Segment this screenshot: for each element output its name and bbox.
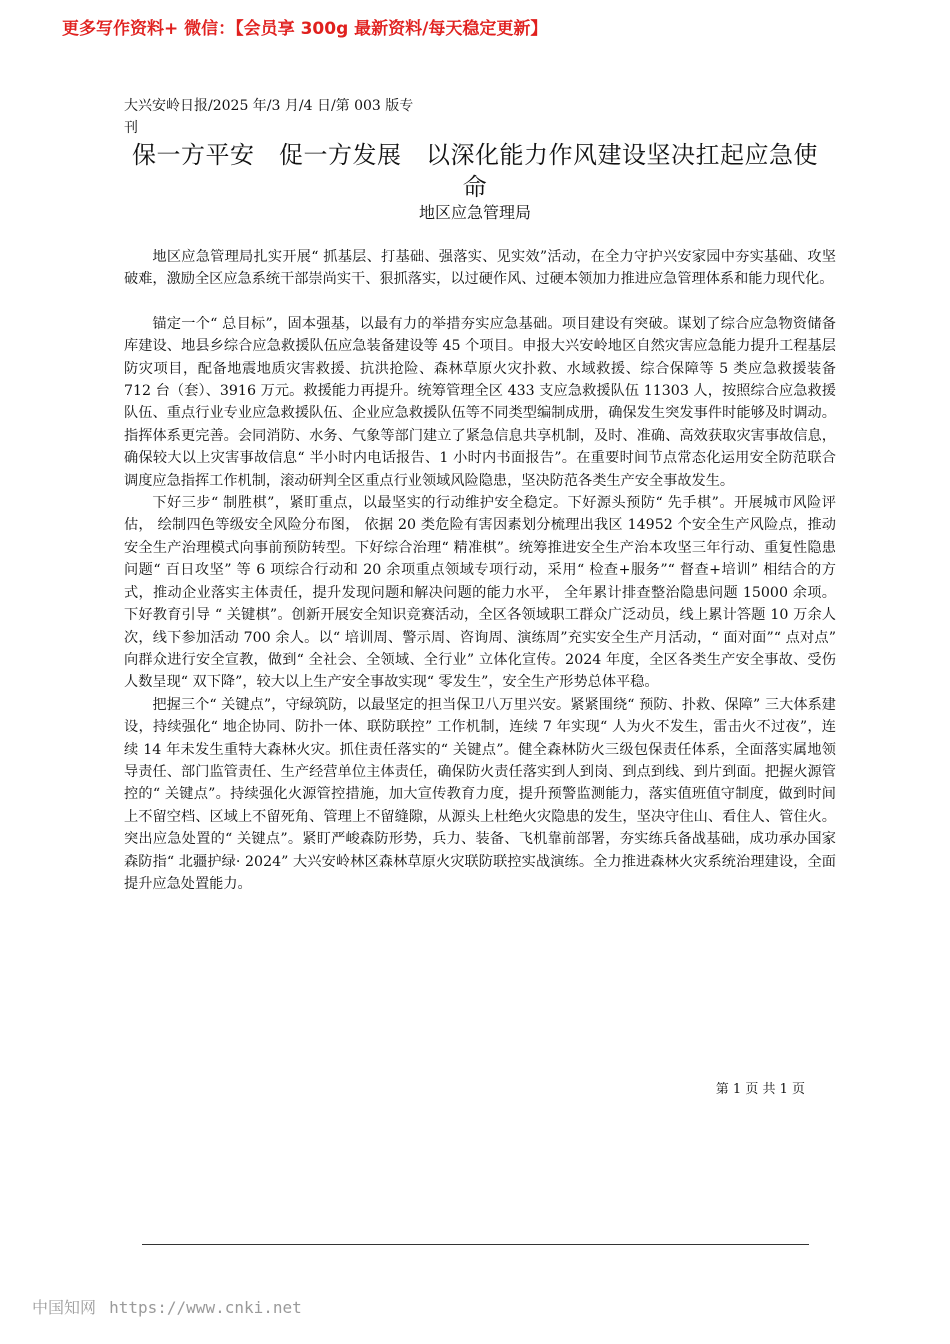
paragraph-intro: 地区应急管理局扎实开展“ 抓基层、打基础、强落实、见实效”活动，在全力守护兴安家园中夯实基础、攻坚破难，激励全区应急系统干部崇尚实干、狠抓落实，以过硬作风、过硬本领加力推进应急管理体系和能力现代化。 (124, 249, 836, 288)
source-line: 大兴安岭日报/2025 年/3 月/4 日/第 003 版专刊 (124, 98, 414, 136)
article-title: 保一方平安 促一方发展 以深化能力作风建设坚决扛起应急使命 (132, 141, 818, 201)
footer-site-name: 中国知网 (32, 1298, 97, 1317)
page-number: 第 1 页 共 1 页 (715, 1082, 805, 1097)
paragraph-goal: 锚定一个“ 总目标”，固本强基，以最有力的举措夯实应急基础。项目建设有突破。谋划了综合应急物资储备库建设、地县乡综合应急救援队伍应急装备建设等 45 个项目。申报大兴安岭地区自然灾害应急能力提升工程基层防灾项目，配备地震地质灾害救援、抗洪抢险、森林草原火灾扑救、水域救援、综合保障等 5 类应急救援装备 712 台（套）、3916 万元。救援能力再提升。统筹管理全区 433 支应急救援队伍 11303 人，按照综合应急救援队伍、重点行业专业应急救援队伍、企业应急救援队伍等不同类型编制成册，确保发生突发事件时能够及时调动。指挥体系更完善。会同消防、水务、气象等部门建立了紧急信息共享机制，及时、准确、高效获取灾害事故信息，确保较大以上灾害事故信息“ 半小时内电话报告、1 小时内书面报告”。在重要时间节点常态化运用安全防范联合调度应急指挥工作机制，滚动研判全区重点行业领域风险隐患，坚决防范各类生产安全事故发生。 (124, 315, 836, 489)
article-author: 地区应急管理局 (418, 203, 531, 222)
paragraph-keypoints: 把握三个“ 关键点”，守绿筑防，以最坚定的担当保卫八万里兴安。紧紧围绕“ 预防、扑救、保障” 三大体系建设，持续强化“ 地企协同、防扑一体、联防联控” 工作机制，连续 7 年实现“ 人为火不发生，雷击火不过夜”，连续 14 年未发生重特大森林火灾。抓住责任落实的“ 关键点”。健全森林防火三级包保责任体系，全面落实属地领导责任、部门监管责任、生产经营单位主体责任，确保防火责任落实到人到岗、到点到线、到片到面。把握火源管控的“ 关键点”。持续强化火源管控措施，加大宣传教育力度，提升预警监测能力，落实值班值守制度，做到时间上不留空档、区域上不留死角、管理上不留缝隙，从源头上杜绝火灾隐患的发生，坚决守住山、看住人、管住火。突出应急处置的“ 关键点”。紧盯严峻森防形势，兵力、装备、飞机靠前部署，夯实练兵备战基础，成功承办国家森防指“ 北疆护绿· 2024” 大兴安岭林区森林草原火灾联防联控实战演练。全力推进森林火灾系统治理建设，全面提升应急处置能力。 (124, 696, 836, 892)
footer-url[interactable]: https://www.cnki.net (109, 1298, 302, 1317)
paragraph-steps: 下好三步“ 制胜棋”，紧盯重点，以最坚实的行动维护安全稳定。下好源头预防“ 先手棋”。开展城市风险评估， 绘制四色等级安全风险分布图， 依据 20 类危险有害因素划分梳理出我区 14952 个安全生产风险点，推动安全生产治理模式向事前预防转型。下好综合治理“ 精准棋”。统筹推进安全生产治本攻坚三年行动、重复性隐患问题“ 百日攻坚” 等 6 项综合行动和 20 余项重点领域专项行动，采用“ 检查+服务”“ 督查+培训” 相结合的方式，推动企业落实主体责任，提升发现问题和解决问题的能力水平， 全年累计排查整治隐患问题 15000 余项。 下好教育引导 “ 关键棋”。创新开展安全知识竞赛活动，全区各领域职工群众广泛动员，线上累计答题 10 万余人次，线下参加活动 700 余人。以“ 培训周、警示周、咨询周、演练周”充实安全生产月活动，“ 面对面”“ 点对点” 向群众进行安全宣教，做到“ 全社会、全领域、全行业” 立体化宣传。2024 年度，全区各类生产安全事故、受伤人数呈现“ 双下降”，较大以上生产安全事故实现“ 零发生”，安全生产形势总体平稳。 (124, 495, 836, 691)
promo-banner: 更多写作资料+ 微信：【会员享 300g 最新资料/每天稳定更新】 (62, 19, 548, 39)
footer (32, 1295, 302, 1318)
article-body (124, 246, 836, 895)
footer-divider (142, 1244, 809, 1245)
